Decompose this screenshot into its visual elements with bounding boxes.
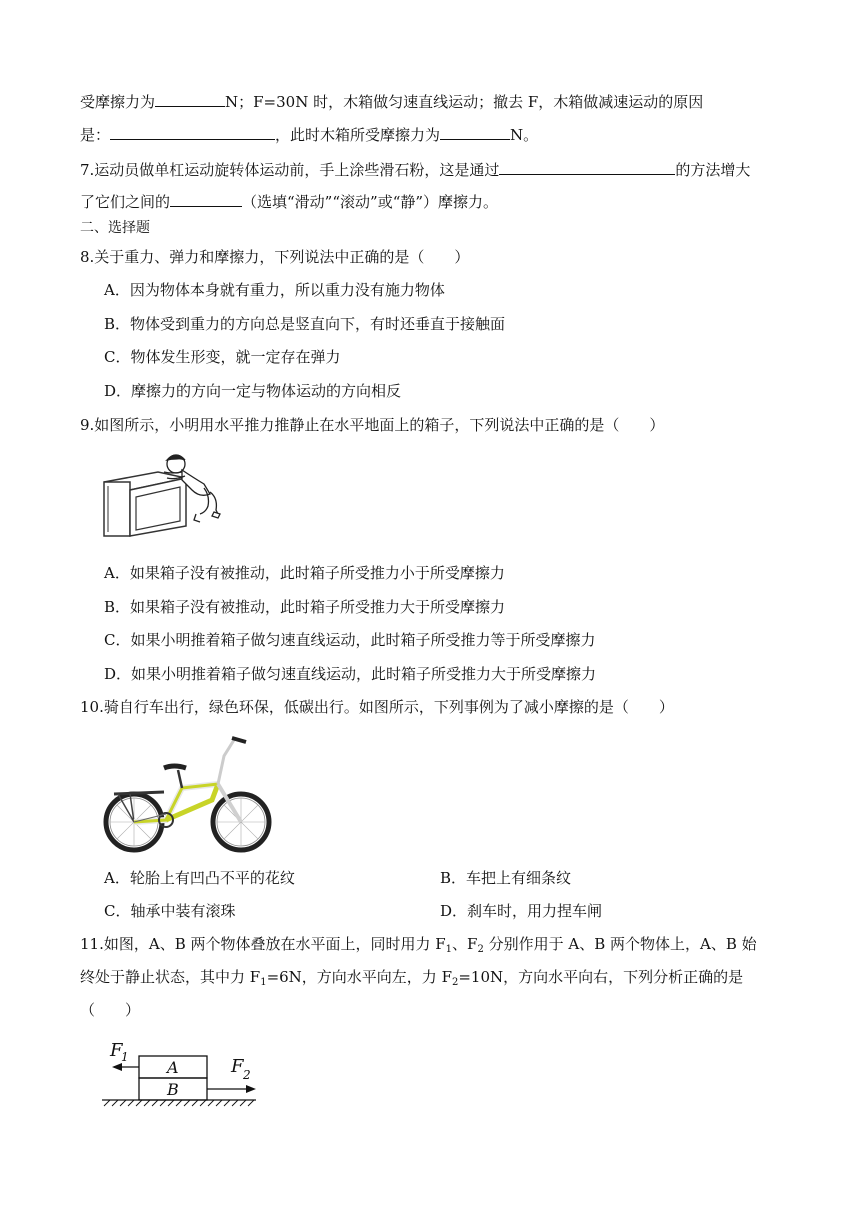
subscript: 1 (445, 944, 453, 955)
bicycle-figure (100, 734, 272, 854)
q11-text: 11.如图，A、B 两个物体叠放在水平面上，同时用力 F (80, 935, 446, 953)
q11-text: 终处于静止状态，其中力 F (80, 968, 261, 986)
answer-blank[interactable] (440, 123, 510, 140)
q9-stem: 9.如图所示，小明用水平推力推静止在水平地面上的箱子，下列说法中正确的是（ ） (80, 416, 665, 434)
subscript: 2 (477, 944, 484, 955)
q7-line-1 (80, 158, 800, 180)
q11-line-2 (80, 967, 800, 987)
q8-option-b[interactable]: B．物体受到重力的方向总是竖直向下，有时还垂直于接触面 (104, 315, 506, 333)
q10-option-b[interactable]: B．车把上有细条纹 (440, 869, 572, 887)
q10-option-d[interactable]: D．刹车时，用力捏车闸 (440, 902, 603, 920)
q11-text: =10N，方向水平向右，下列分析正确的是 (458, 968, 744, 986)
label-a: A (167, 1058, 179, 1077)
q7-text: 的方法增大 (675, 161, 751, 179)
q11-text: 、F (452, 935, 478, 953)
box-push-figure (100, 450, 250, 540)
q7-text: 7.运动员做单杠运动旋转体运动前，手上涂些滑石粉，这是通过 (80, 161, 500, 179)
q11-text: =6N，方向水平向左，力 F (266, 968, 452, 986)
answer-blank[interactable] (110, 123, 275, 140)
q11-line-1 (80, 934, 800, 954)
answer-blank[interactable] (155, 90, 225, 107)
q7-text: （选填“滑动”“滚动”或“静”）摩擦力。 (242, 193, 499, 211)
q11-line-3: （ ） (80, 1001, 141, 1019)
q10-stem: 10.骑自行车出行，绿色环保，低碳出行。如图所示，下列事例为了减小摩擦的是（ ） (80, 698, 674, 716)
answer-blank[interactable] (170, 190, 242, 207)
q6-text: N。 (510, 126, 539, 144)
label-f1-sub: 1 (121, 1050, 129, 1064)
q9-option-d[interactable]: D．如果小明推着箱子做匀速直线运动，此时箱子所受推力大于所受摩擦力 (104, 665, 597, 683)
q8-option-a[interactable]: A．因为物体本身就有重力，所以重力没有施力物体 (104, 281, 445, 299)
section-heading: 二、选择题 (80, 220, 150, 236)
q10-option-a[interactable]: A．轮胎上有凹凸不平的花纹 (104, 869, 295, 887)
q10-option-c[interactable]: C．轴承中装有滚珠 (104, 902, 236, 920)
q6-text: N；F=30N 时，木箱做匀速直线运动；撤去 F，木箱做减速运动的原因 (225, 93, 704, 111)
q6-line-2 (80, 123, 800, 145)
q9-option-a[interactable]: A．如果箱子没有被推动，此时箱子所受推力小于所受摩擦力 (104, 564, 505, 582)
q8-option-d[interactable]: D．摩擦力的方向一定与物体运动的方向相反 (104, 382, 402, 400)
answer-blank[interactable] (499, 158, 675, 175)
subscript: 2 (451, 977, 459, 988)
label-f2: F (231, 1056, 244, 1077)
q6-text: ，此时木箱所受摩擦力为 (275, 126, 441, 144)
q6-text: 受摩擦力为 (80, 93, 156, 111)
q8-stem: 8.关于重力、弹力和摩擦力，下列说法中正确的是（ ） (80, 248, 470, 266)
label-f1: F (110, 1040, 123, 1061)
q9-option-c[interactable]: C．如果小明推着箱子做匀速直线运动，此时箱子所受推力等于所受摩擦力 (104, 631, 596, 649)
label-b: B (167, 1080, 179, 1099)
blocks-force-figure (100, 1036, 262, 1112)
q7-text: 了它们之间的 (80, 193, 171, 211)
subscript: 1 (260, 977, 267, 988)
q8-option-c[interactable]: C．物体发生形变，就一定存在弹力 (104, 348, 341, 366)
q7-line-2 (80, 190, 800, 212)
q9-option-b[interactable]: B．如果箱子没有被推动，此时箱子所受推力大于所受摩擦力 (104, 598, 506, 616)
label-f2-sub: 2 (243, 1068, 251, 1082)
q6-text: 是： (80, 126, 111, 144)
q11-text: 分别作用于 A、B 两个物体上，A、B 始 (483, 935, 757, 953)
q6-line-1 (80, 90, 800, 112)
